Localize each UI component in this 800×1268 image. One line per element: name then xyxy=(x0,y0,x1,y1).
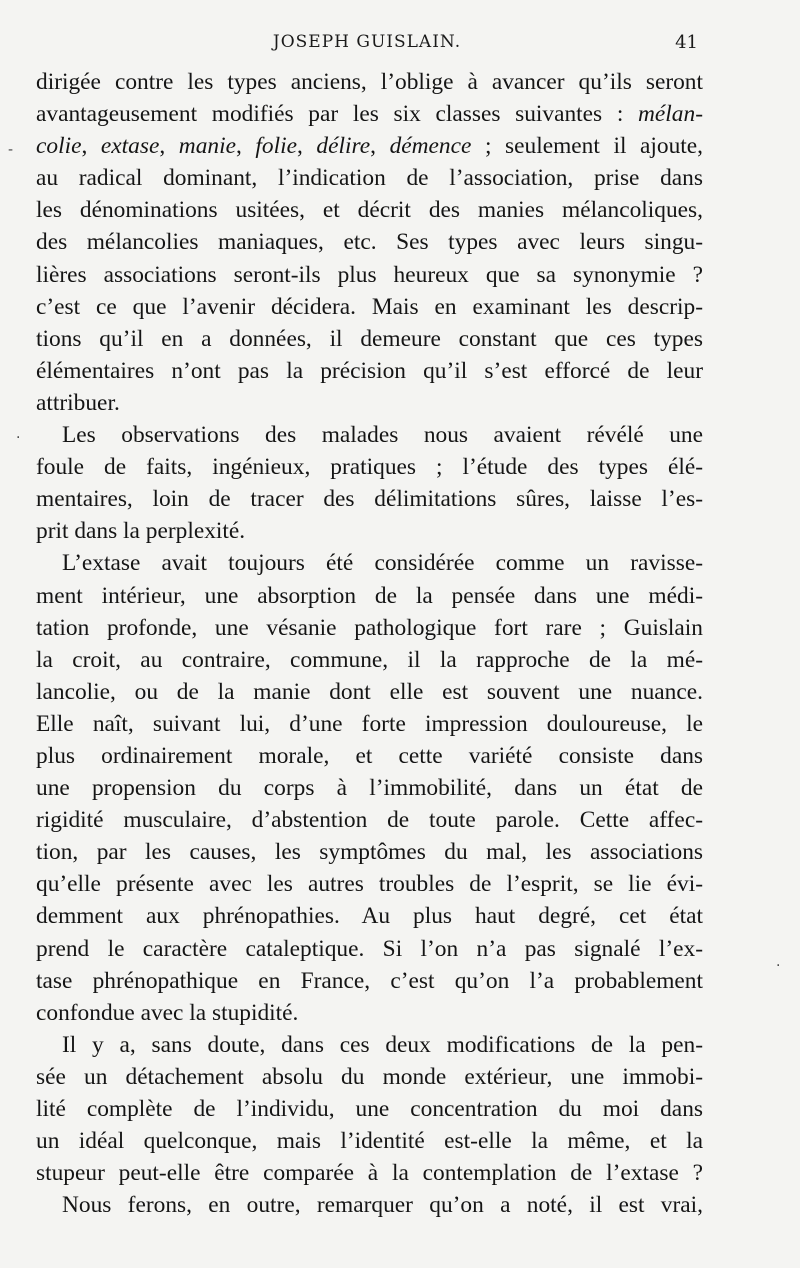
text-line-19: la croit, au contraire, commune, il la rapproche de la mé- xyxy=(36,646,703,673)
text-line-31: Il y a, sans doute, dans ces deux modifications de la pen- xyxy=(62,1031,703,1058)
text-line-22: plus ordinairement morale, et cette variété consiste dans xyxy=(36,742,703,769)
text-line-15: prit dans la perplexité. xyxy=(36,518,246,545)
text-line-6: des mélancolies maniaques, etc. Ses types avec leurs singu- xyxy=(36,229,703,256)
margin-dot-mark: · xyxy=(16,430,21,446)
text-line-16: L’extase avait toujours été considérée comme un ravisse- xyxy=(62,550,703,577)
page-number: 41 xyxy=(675,32,698,53)
text-line-21: Elle naît, suivant lui, d’une forte impression douloureuse, le xyxy=(36,710,703,737)
text-line-27: demment aux phrénopathies. Au plus haut degré, cet état xyxy=(36,903,703,930)
body-text xyxy=(36,66,703,1221)
text-line-29: tase phrénopathique en France, c’est qu’on l’a probablement xyxy=(36,967,703,994)
running-head: JOSEPH GUISLAIN. xyxy=(272,32,462,52)
text-line-24: rigidité musculaire, d’abstention de toute parole. Cette affec- xyxy=(36,807,703,834)
text-line-11: attribuer. xyxy=(36,389,120,416)
text-line-1: dirigée contre les types anciens, l’oblige à avancer qu’ils seront xyxy=(36,69,703,95)
text-line-8: c’est ce que l’avenir décidera. Mais en examinant les descrip- xyxy=(36,293,703,320)
text-line-4: au radical dominant, l’indication de l’association, prise dans xyxy=(36,165,703,192)
text-line-18: tation profonde, une vésanie pathologique fort rare ; Guislain xyxy=(36,614,703,641)
text-line-2-roman: avantageusement modifiés par les six classes suivantes : xyxy=(36,101,624,128)
text-line-3: colie, extase, manie, folie, délire, démence ; seulement il ajoute, xyxy=(36,133,704,160)
text-line-5: les dénominations usitées, et décrit des manies mélancoliques, xyxy=(36,197,703,224)
text-line-2 xyxy=(36,98,703,130)
text-line-34: un idéal quelconque, mais l’identité est-elle la même, et la xyxy=(36,1128,703,1155)
text-line-32: sée un détachement absolu du monde extérieur, une immobi- xyxy=(36,1063,703,1090)
text-line-9: tions qu’il en a données, il demeure constant que ces types xyxy=(36,325,703,352)
text-line-33: lité complète de l’individu, une concentration du moi dans xyxy=(36,1096,703,1122)
text-line-7: lières associations seront-ils plus heureux que sa synonymie ? xyxy=(36,261,703,288)
text-line-28: prend le caractère cataleptique. Si l’on n’a pas signalé l’ex- xyxy=(36,935,703,962)
page-header xyxy=(36,30,698,62)
text-line-12: Les observations des malades nous avaient révélé une xyxy=(62,422,703,449)
margin-dash-mark: - xyxy=(8,142,14,158)
text-line-26: qu’elle présente avec les autres troubles de l’esprit, se lie évi- xyxy=(36,871,703,898)
text-line-36: Nous ferons, en outre, remarquer qu’on a noté, il est vrai, xyxy=(62,1192,703,1219)
text-line-10: élémentaires n’ont pas la précision qu’il s’est efforcé de leur xyxy=(36,357,703,384)
text-line-2-italic: mélan- xyxy=(638,101,703,128)
text-line-23: une propension du corps à l’immobilité, dans un état de xyxy=(36,775,703,802)
text-line-14: mentaires, loin de tracer des délimitations sûres, laisse l’es- xyxy=(36,486,703,513)
text-line-20: lancolie, ou de la manie dont elle est souvent une nuance. xyxy=(36,678,703,705)
text-line-35: stupeur peut-elle être comparée à la contemplation de l’extase ? xyxy=(36,1160,703,1187)
text-line-17: ment intérieur, une absorption de la pensée dans une médi- xyxy=(36,582,703,609)
text-line-30: confondue avec la stupidité. xyxy=(36,999,299,1026)
text-line-25: tion, par les causes, les symptômes du mal, les associations xyxy=(36,839,703,866)
margin-dot-mark-right: · xyxy=(776,958,781,974)
text-line-13: foule de faits, ingénieux, pratiques ; l’étude des types élé- xyxy=(36,454,703,481)
